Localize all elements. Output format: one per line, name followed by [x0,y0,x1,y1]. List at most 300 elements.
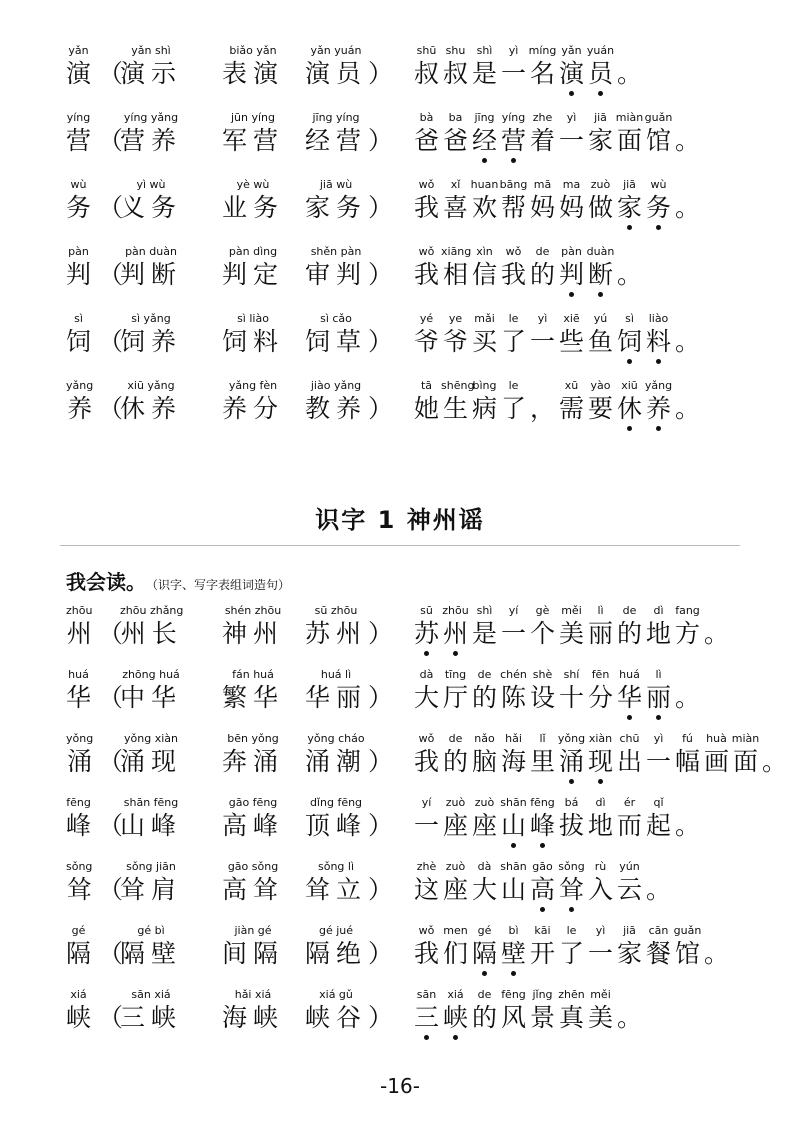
pinyin: sǒng lì [317,860,355,873]
hanzi: 们 [442,939,468,968]
pinyin: shān [500,796,527,809]
divider [60,545,740,546]
hanzi: 演 [66,59,92,88]
hanzi: 。 [674,327,700,356]
sentence-character [499,111,528,163]
sentence-character [528,604,557,656]
hanzi: 饲 [616,327,642,356]
pinyin [673,668,702,682]
pinyin: guǎn [673,924,702,937]
pinyin: tā [420,379,433,392]
word-row [0,379,800,446]
hanzi: 一 [558,126,584,155]
close-paren: ） [368,619,394,648]
spacer [656,651,661,656]
pinyin: dǐng fēng [309,796,363,809]
sentence-character [615,988,644,1040]
hanzi: 判断 [120,260,183,289]
spacer [511,91,516,96]
sentence-character [615,732,644,784]
emphasis-dot [511,843,516,848]
pinyin: yǎn shì [131,44,171,57]
compound-word [305,668,367,714]
sentence-character [441,379,475,431]
sentence-character [586,924,615,976]
pinyin: yì [508,44,519,57]
hanzi: 我 [413,260,439,289]
hanzi: 苏 [413,619,439,648]
hanzi: 耸肩 [120,875,183,904]
word-row [0,924,800,988]
hanzi: 苏州 [305,619,368,648]
sentence-character [644,604,673,656]
pinyin: fēng [530,796,555,809]
pinyin: de [477,988,492,1001]
spacer [598,225,603,230]
sentence-character [412,111,441,163]
spacer [482,359,487,364]
hanzi: 业务 [222,193,285,222]
pinyin: guǎn [644,111,673,124]
pinyin: měi [590,988,611,1001]
pinyin: sǒng [558,860,585,873]
spacer [511,225,516,230]
sentence-character [586,732,615,784]
pinyin: miàn [615,111,644,124]
sentence-character [470,924,499,976]
hanzi: 买 [471,327,497,356]
pinyin: pàn [561,245,582,258]
hanzi: 爸 [413,126,439,155]
hanzi: 顶峰 [305,811,368,840]
sentence-character [644,312,673,364]
hanzi: 高峰 [222,811,285,840]
pinyin: huá [619,668,640,681]
hanzi: 。 [616,59,642,88]
pinyin: yé [419,312,434,325]
pinyin [644,860,673,874]
close-paren: ） [368,683,394,712]
pinyin: men [443,924,468,937]
spacer [482,651,487,656]
sentence-character [644,379,673,431]
pinyin [615,988,644,1002]
example-sentence [412,988,644,1040]
compound-word [222,312,284,358]
pinyin: ye [448,312,463,325]
hanzi: 中华 [120,683,183,712]
pinyin: hǎi xiá [234,988,272,1001]
pinyin: yì wù [136,178,166,191]
hanzi: 设 [529,683,555,712]
hanzi: 一 [413,811,439,840]
word-row [0,668,800,732]
hanzi: 我 [413,193,439,222]
open-paren: （ [98,193,124,222]
pinyin: le [508,379,519,392]
compound-word [120,312,182,358]
hanzi: 的 [616,619,642,648]
pinyin: wù [70,178,87,191]
hanzi: 云 [616,875,642,904]
compound-word [222,245,284,291]
emphasis-dot [598,292,603,297]
hanzi: 务 [645,193,671,222]
hanzi: 经 [471,126,497,155]
compound-word [120,796,182,842]
spacer [453,91,458,96]
pinyin: sì [74,312,83,325]
hanzi: 入 [587,875,613,904]
hanzi: 。 [616,1003,642,1032]
hanzi: 景 [529,1003,555,1032]
sentence-character [644,668,673,720]
hanzi: 是 [471,59,497,88]
hanzi: 义务 [120,193,183,222]
pinyin: bāng [499,178,528,191]
spacer [772,779,777,784]
hanzi: 演 [558,59,584,88]
hanzi: 脑 [471,747,497,776]
spacer [598,359,603,364]
hanzi: 了 [558,939,584,968]
hanzi: 。 [674,394,700,423]
hanzi: 三 [413,1003,439,1032]
spacer [569,1035,574,1040]
pinyin: shì [476,604,493,617]
pinyin: sì cǎo [320,312,352,325]
spacer [482,907,487,912]
sentence-character [470,732,499,784]
hanzi: 妈 [529,193,555,222]
hanzi: 饲 [66,327,92,356]
pinyin: yíng [501,111,526,124]
pinyin: gé bì [137,924,165,937]
sentence-character [557,988,586,1040]
hanzi: 生 [442,394,468,423]
compound-word [305,604,367,650]
spacer [598,651,603,656]
hanzi: 山 [500,875,526,904]
example-sentence [412,178,702,230]
sentence-character [557,796,586,848]
sentence-character [557,924,586,976]
emphasis-dot [511,158,516,163]
hanzi: 峡 [442,1003,468,1032]
hanzi: 面 [616,126,642,155]
hanzi: 高 [529,875,555,904]
section-heading [66,566,290,595]
hanzi: 真 [558,1003,584,1032]
sentence-character [412,178,441,230]
sentence-character [528,860,557,912]
compound-word [120,111,182,157]
pinyin: zhè [416,860,437,873]
example-sentence [412,111,702,163]
hanzi: 做 [587,193,613,222]
pinyin: sì [625,312,634,325]
pinyin [673,178,702,192]
hanzi: 判定 [222,260,285,289]
hanzi: ， [529,394,555,423]
close-paren: ） [368,193,394,222]
emphasis-dot [656,715,661,720]
sentence-character [412,988,441,1040]
sentence-character [412,860,441,912]
hanzi: 我 [413,939,439,968]
open-paren: （ [98,1003,124,1032]
sentence-character [441,44,470,96]
pinyin: sǒng jiān [126,860,176,873]
open-paren: （ [98,875,124,904]
spacer [714,651,719,656]
pinyin: yì [653,732,664,745]
compound-word [222,924,284,970]
example-sentence [412,245,644,297]
compound-word [305,245,367,291]
sentence-character [499,796,528,848]
pinyin: yǎn [68,44,89,57]
emphasis-dot [627,225,632,230]
hanzi: 耸 [558,875,584,904]
spacer [424,292,429,297]
pinyin: xìn [476,245,493,258]
sentence-character [441,668,470,720]
spacer [511,715,516,720]
emphasis-dot [453,1035,458,1040]
close-paren: ） [368,59,394,88]
hanzi: 丽 [587,619,613,648]
compound-word [305,178,367,224]
pinyin: zhēn [558,988,585,1001]
pinyin: ba [448,111,463,124]
example-sentence [412,860,673,912]
compound-word [120,178,182,224]
hanzi: 家 [616,193,642,222]
spacer [685,715,690,720]
hanzi: 一 [587,939,613,968]
hanzi: 州 [66,619,92,648]
spacer [627,907,632,912]
spacer [685,426,690,431]
pinyin: yí [421,796,432,809]
sentence-character [470,604,499,656]
pinyin [702,604,731,618]
sentence-character [528,111,557,163]
spacer [627,91,632,96]
hanzi: 休养 [120,394,183,423]
spacer [482,715,487,720]
pinyin: zuò [474,796,495,809]
pinyin: tīng [444,668,467,681]
spacer [540,715,545,720]
word-row [0,44,800,111]
pinyin: sǒng [66,860,93,873]
hanzi: 相 [442,260,468,289]
compound-word [222,860,284,906]
word-row [0,796,800,860]
spacer [424,426,429,431]
word-row [0,111,800,178]
spacer [511,779,516,784]
sentence-character [470,178,499,230]
word-row [0,732,800,796]
pinyin: yí [508,604,519,617]
spacer [424,779,429,784]
spacer [656,779,661,784]
hanzi: 奔涌 [222,747,285,776]
hanzi: 。 [616,260,642,289]
sentence-character [586,44,615,96]
sentence-character [644,860,673,912]
emphasis-dot [511,971,516,976]
pinyin: pàn duàn [125,245,177,258]
hanzi: 方 [674,619,700,648]
head-character [66,796,91,842]
example-sentence [412,668,702,720]
sentence-character [673,604,702,656]
hanzi: 海 [500,747,526,776]
sentence-character [615,860,644,912]
hanzi: 营 [66,126,92,155]
example-sentence [412,44,644,96]
sentence-character [731,732,760,784]
head-character [66,379,93,425]
sentence-character [557,245,586,297]
sentence-character [528,178,557,230]
spacer [453,158,458,163]
hanzi: 分 [587,683,613,712]
spacer [511,1035,516,1040]
compound-word [222,178,284,224]
hanzi: 耸 [66,875,92,904]
hanzi: 州长 [120,619,183,648]
hanzi: 而 [616,811,642,840]
sentence-character [586,379,615,431]
sentence-character [615,668,644,720]
pinyin: dà [477,860,492,873]
open-paren: （ [98,327,124,356]
sentence-character [441,732,470,784]
spacer [540,359,545,364]
sentence-character [644,732,673,784]
pinyin: yǒng cháo [307,732,365,745]
compound-word [222,604,284,650]
sentence-character [412,245,441,297]
sentence-character [615,111,644,163]
sentence-character [673,312,702,364]
hanzi: 的 [471,1003,497,1032]
spacer [569,359,574,364]
emphasis-dot [424,651,429,656]
hanzi: 风 [500,1003,526,1032]
hanzi: 地 [587,811,613,840]
pinyin: yì [566,111,577,124]
close-paren: ） [368,1003,394,1032]
hanzi: 座 [442,811,468,840]
pinyin: biǎo yǎn [229,44,277,57]
hanzi: 山 [500,811,526,840]
pinyin: sū zhōu [314,604,358,617]
pinyin: jiā wù [319,178,353,191]
pinyin: wǒ [505,245,522,258]
hanzi: 三峡 [120,1003,183,1032]
pinyin: zhōu zhǎng [120,604,184,617]
spacer [424,359,429,364]
pinyin: sì yǎng [131,312,171,325]
example-sentence [412,312,702,364]
open-paren: （ [98,683,124,712]
pinyin: miàn [731,732,760,745]
sentence-character [499,44,528,96]
compound-word [305,796,367,842]
hanzi: 个 [529,619,555,648]
hanzi: 妈 [558,193,584,222]
sentence-character [586,988,615,1040]
pinyin: le [508,312,519,325]
pinyin: yǎng [66,379,94,392]
compound-word [305,44,367,90]
hanzi: 间隔 [222,939,285,968]
spacer [453,359,458,364]
close-paren: ） [368,327,394,356]
section-heading-note: （识字、写字表组词造句） [152,578,291,592]
emphasis-dot [656,426,661,431]
hanzi: 高耸 [222,875,285,904]
pinyin [673,379,702,393]
spacer [511,907,516,912]
hanzi: 山峰 [120,811,183,840]
hanzi: 里 [529,747,555,776]
sentence-character [557,44,586,96]
close-paren: ） [368,126,394,155]
hanzi: 繁华 [222,683,285,712]
pinyin: jiā [623,924,636,937]
hanzi: 现 [587,747,613,776]
emphasis-dot [656,225,661,230]
hanzi: 隔壁 [120,939,183,968]
hanzi: 华 [616,683,642,712]
hanzi: 。 [703,619,729,648]
sentence-character [586,796,615,848]
spacer [569,715,574,720]
hanzi: 厅 [442,683,468,712]
hanzi: 华丽 [305,683,368,712]
hanzi: 陈 [500,683,526,712]
hanzi: 峰 [66,811,92,840]
hanzi: 审判 [305,260,368,289]
pinyin: shān fēng [123,796,179,809]
spacer [656,158,661,163]
hanzi: 峰 [529,811,555,840]
sentence-character [441,245,470,297]
hanzi: 爷 [442,327,468,356]
sentence-character [586,111,615,163]
pinyin: bá [564,796,579,809]
example-sentence [412,379,702,431]
emphasis-dot [540,843,545,848]
pinyin: wǒ [418,178,435,191]
hanzi: 出 [616,747,642,776]
bottom-word-list [0,604,800,1052]
compound-word [120,860,182,906]
open-paren: （ [98,619,124,648]
spacer [627,843,632,848]
word-row [0,860,800,924]
pinyin: dà [419,668,434,681]
hanzi: 座 [442,875,468,904]
pinyin: jiā [623,178,636,191]
